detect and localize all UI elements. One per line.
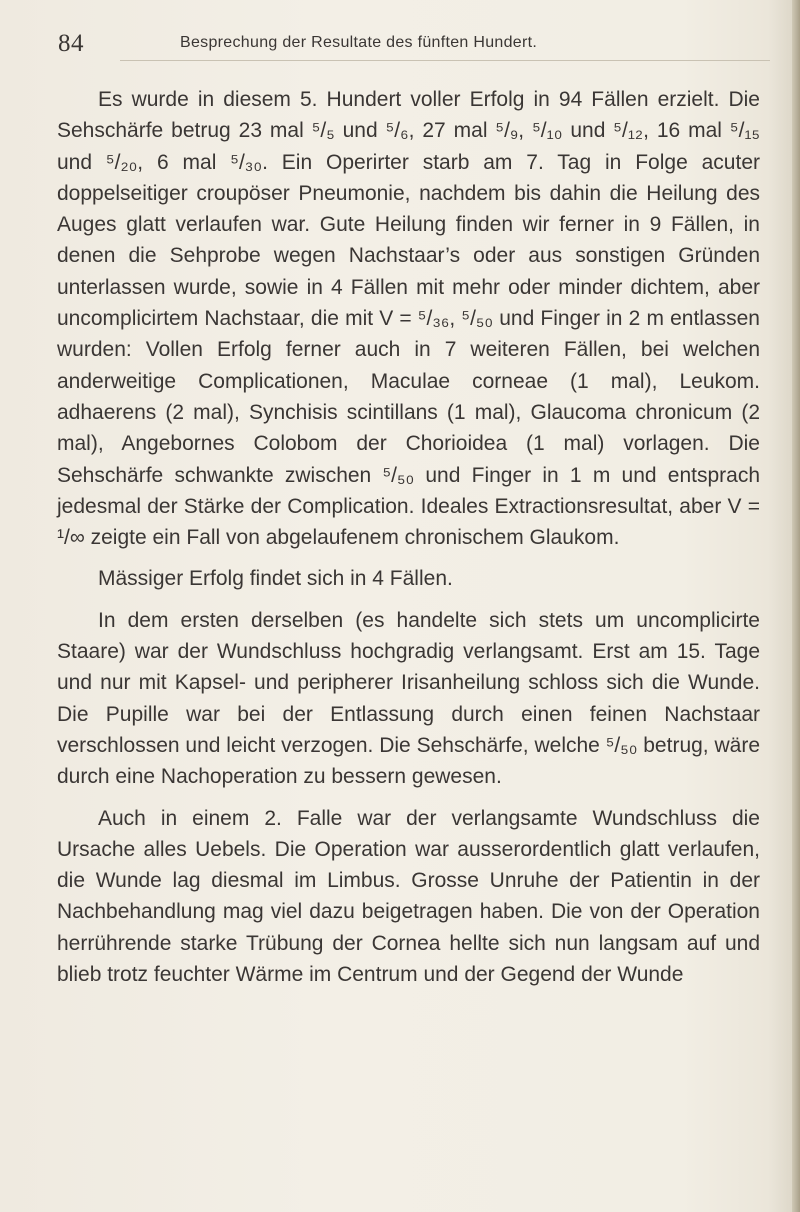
paragraph-moderate-success: Mässiger Erfolg findet sich in 4 Fällen.	[98, 567, 453, 591]
paragraph-second-case: Auch in einem 2. Falle war der verlangsamte Wundschluss die Ursache alles Uebels. Die Operation war ausserordentlich glatt verlaufen, die Wunde lag diesmal im Limbus. Grosse Unruhe der Patientin in der Nachbehandlung mag viel dazu beigetragen haben. Die von der Operation herrührende starke Trübung der Cornea hellte sich nun langsam auf und blieb trotz feuchter Wärme im Centrum und der Gegend der Wunde	[57, 806, 760, 987]
page-header	[58, 30, 758, 62]
paragraph-gap	[57, 595, 760, 605]
paragraph-results-summary: Es wurde in diesem 5. Hundert voller Erfolg in 94 Fällen erzielt. Die Sehschärfe betrug 23 mal ⁵/₅ und ⁵/₆, 27 mal ⁵/₉, ⁵/₁₀ und ⁵/₁₂, 16 mal ⁵/₁₅ und ⁵/₂₀, 6 mal ⁵/₃₀. Ein Operirter starb am 7. Tag in Folge acuter doppelseitiger croupöser Pneumonie, nachdem bis dahin die Heilung des Auges glatt verlaufen war. Gute Heilung finden wir ferner in 9 Fällen, in denen die Sehprobe wegen Nachstaar’s oder aus sonstigen Gründen unterlassen wurde, sowie in 4 Fällen mit mehr oder minder dichtem, aber uncomplicirtem Nachstaar, die mit V = ⁵/₃₆, ⁵/₅₀ und Finger in 2 m entlassen wurden: Vollen Erfolg ferner auch in 7 weiteren Fällen, bei welchen anderweitige Complicationen, Maculae corneae (1 mal), Leukom. adhaerens (2 mal), Synchisis scintillans (1 mal), Glaucoma chronicum (2 mal), Angebornes Colobom der Chorioidea (1 mal) vorlagen. Die Sehschärfe schwankte zwischen ⁵/₅₀ und Finger in 1 m und entsprach jedesmal der Stärke der Complication. Ideales Extractionsresultat, aber V = ¹/∞ zeigte ein Fall von abgelaufenem chronischem Glaukom.	[57, 88, 760, 550]
body-text	[57, 84, 760, 990]
paragraph-gap	[57, 793, 760, 803]
running-title: Besprechung der Resultate des fünften Hundert.	[180, 34, 538, 51]
header-rule	[120, 60, 770, 61]
paragraph-first-case: In dem ersten derselben (es handelte sich stets um uncomplicirte Staare) war der Wundschluss hochgradig verlangsamt. Erst am 15. Tage und nur mit Kapsel- und peripherer Irisanheilung schloss sich die Wunde. Die Pupille war bei der Entlassung durch einen feinen Nachstaar verschlossen und leicht verzogen. Die Sehschärfe, welche ⁵/₅₀ betrug, wäre durch eine Nachoperation zu bessern gewesen.	[57, 608, 760, 789]
page-edge-shadow	[792, 0, 800, 1212]
paragraph-gap	[57, 553, 760, 563]
page-number: 84	[58, 30, 84, 57]
